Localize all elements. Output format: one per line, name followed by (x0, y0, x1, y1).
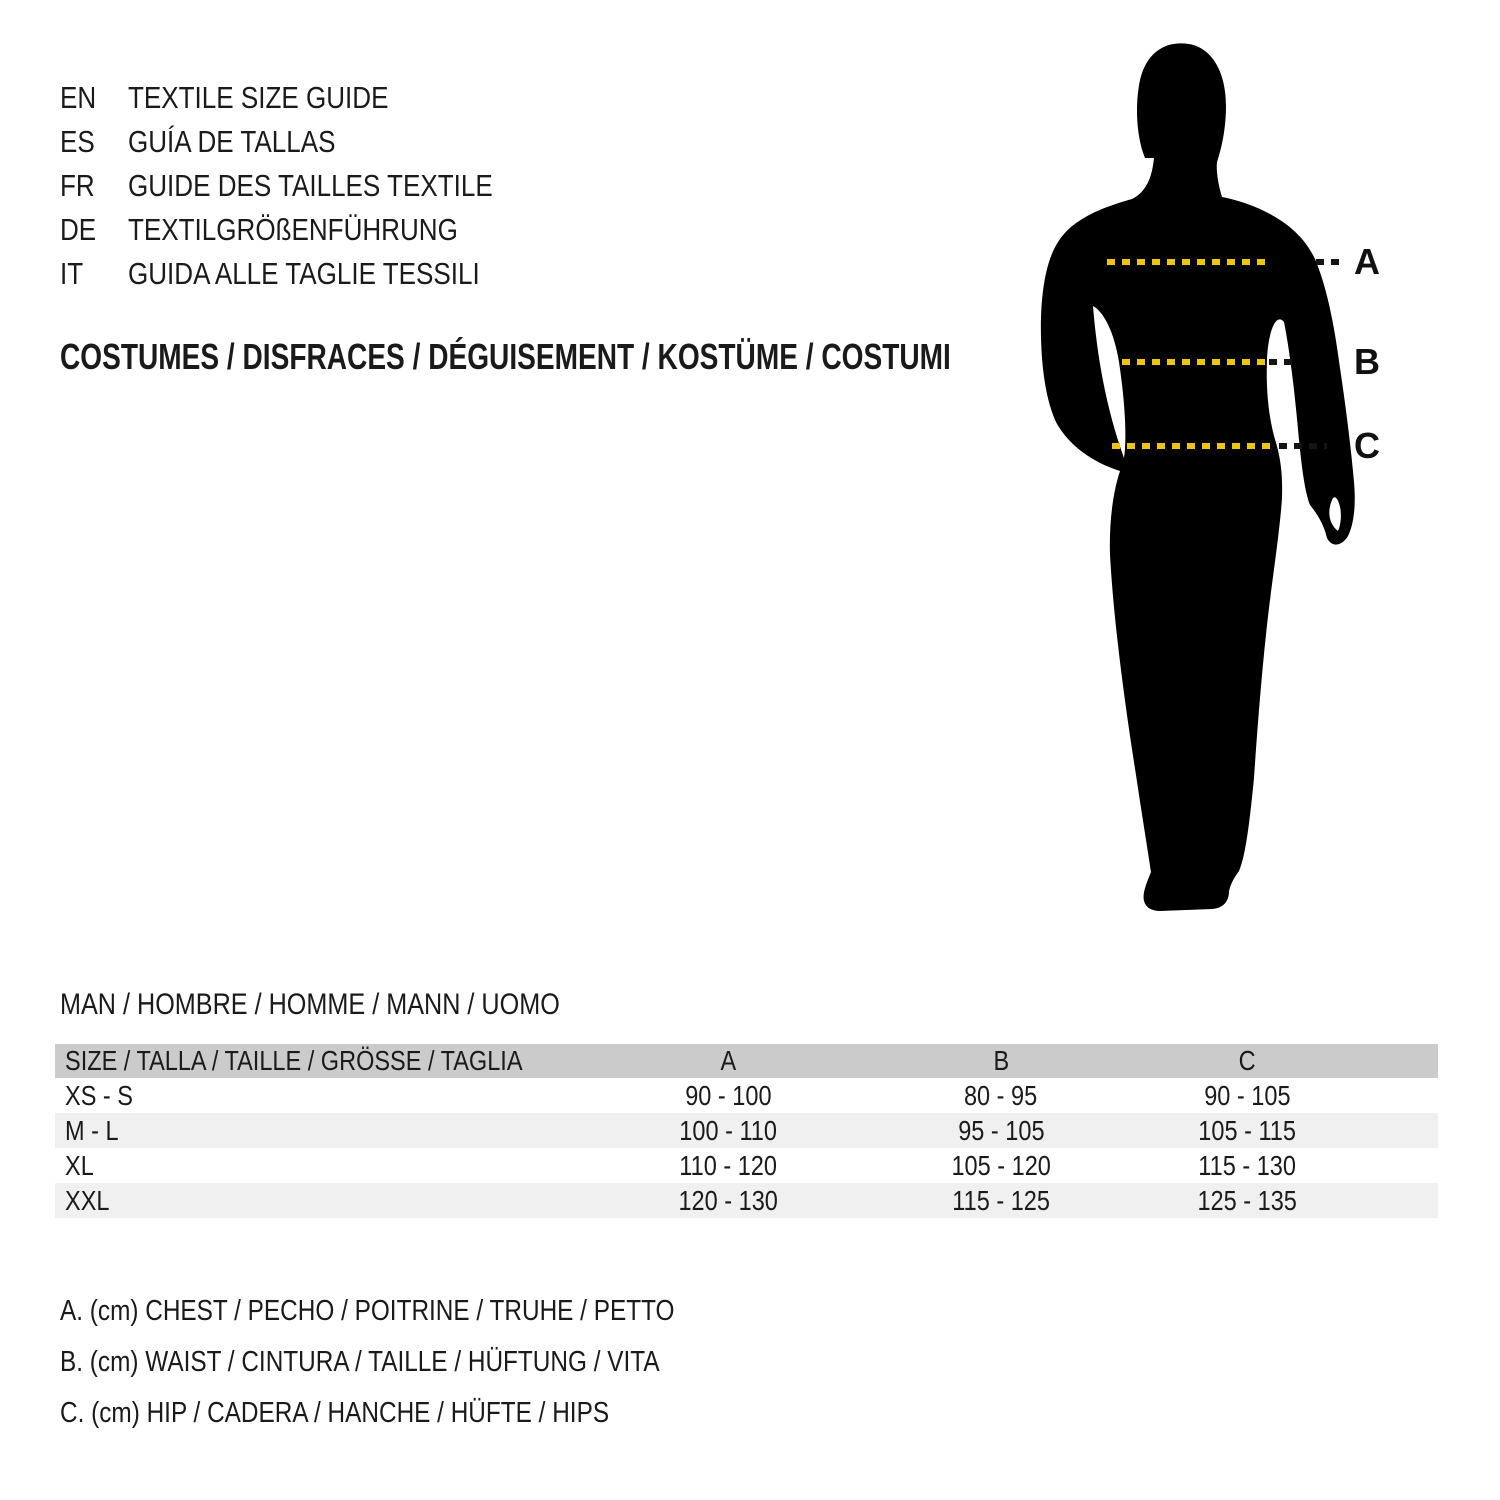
language-title: GUÍA DE TALLAS (128, 124, 336, 159)
cell-size: M - L (65, 1114, 119, 1146)
legend-line-chest: A. (cm) CHEST / PECHO / POITRINE / TRUHE / PETTO (60, 1295, 675, 1327)
section-title-text: MAN / HOMBRE / HOMME / MANN / UOMO (60, 988, 560, 1021)
cell-c: 105 - 115 (1198, 1114, 1296, 1146)
language-row (60, 252, 562, 296)
header-b: B (993, 1045, 1009, 1076)
language-title: TEXTILGRÖßENFÜHRUNG (128, 212, 458, 247)
hip-line-yellow-dash (1112, 443, 1276, 449)
measurement-legend (60, 1286, 792, 1439)
language-code: ES (60, 124, 95, 159)
header-size: SIZE / TALLA / TAILLE / GRÖSSE / TAGLIA (65, 1045, 523, 1076)
marker-a: A (1354, 241, 1380, 282)
table-row (55, 1113, 1438, 1148)
size-table (55, 1044, 1438, 1218)
table-row (55, 1148, 1438, 1183)
cell-size: XL (65, 1149, 94, 1181)
language-title-list (60, 76, 562, 296)
section-title-man (60, 988, 655, 1022)
legend-line-waist: B. (cm) WAIST / CINTURA / TAILLE / HÜFTUNG / VITA (60, 1346, 660, 1378)
language-title: TEXTILE SIZE GUIDE (128, 80, 389, 115)
table-header-row (55, 1044, 1438, 1078)
cell-a: 110 - 120 (679, 1149, 777, 1181)
cell-c: 125 - 135 (1197, 1184, 1297, 1216)
header-a: A (720, 1045, 736, 1076)
cell-size: XS - S (65, 1079, 133, 1111)
man-silhouette (1041, 43, 1355, 911)
waist-line-black-dash (1269, 359, 1295, 365)
language-code: FR (60, 168, 95, 203)
language-title: GUIDA ALLE TAGLIE TESSILI (128, 256, 480, 291)
header-c: C (1238, 1045, 1256, 1076)
cell-size: XXL (65, 1184, 110, 1216)
cell-a: 100 - 110 (679, 1114, 777, 1146)
table-row (55, 1183, 1438, 1218)
marker-c: C (1354, 425, 1380, 466)
hip-line-black-dash (1279, 443, 1327, 449)
language-row (60, 164, 562, 208)
chest-line-yellow-dash (1107, 259, 1269, 265)
cell-a: 90 - 100 (684, 1079, 772, 1111)
legend-line-hip: C. (cm) HIP / CADERA / HANCHE / HÜFTE / HIPS (60, 1397, 610, 1429)
language-row (60, 120, 562, 164)
cell-b: 95 - 105 (957, 1114, 1045, 1146)
language-code: IT (60, 256, 84, 291)
man-silhouette-image (1020, 38, 1364, 930)
language-row (60, 208, 562, 252)
language-row (60, 76, 562, 120)
language-title: GUIDE DES TAILLES TEXTILE (128, 168, 493, 203)
cell-b: 80 - 95 (964, 1079, 1038, 1111)
marker-b: B (1354, 341, 1380, 382)
chest-line-black-dash (1316, 259, 1346, 265)
category-title-text: COSTUMES / DISFRACES / DÉGUISEMENT / KOSTÜME / COSTUMI (60, 336, 951, 377)
cell-c: 115 - 130 (1198, 1149, 1296, 1181)
waist-line-yellow-dash (1122, 359, 1266, 365)
cell-c: 90 - 105 (1203, 1079, 1291, 1111)
cell-b: 115 - 125 (952, 1184, 1050, 1216)
cell-a: 120 - 130 (678, 1184, 778, 1216)
cell-b: 105 - 120 (951, 1149, 1051, 1181)
language-code: EN (60, 80, 97, 115)
table-row (55, 1078, 1438, 1113)
language-code: DE (60, 212, 97, 247)
